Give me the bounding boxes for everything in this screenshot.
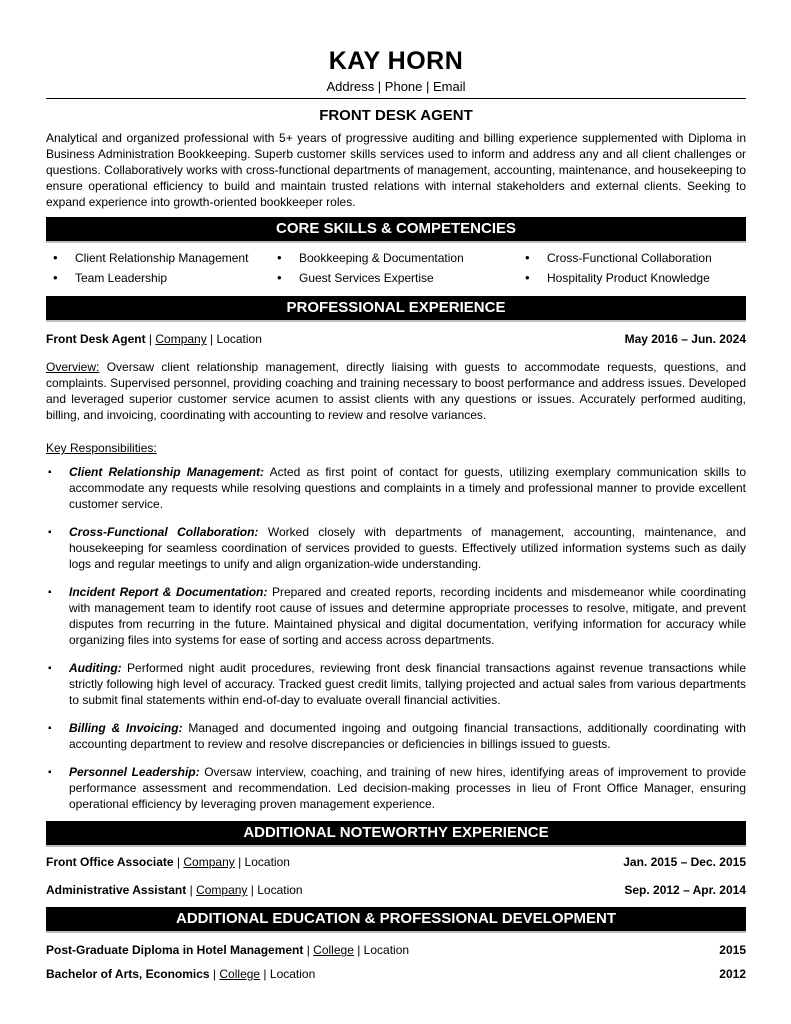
skill-item [518, 248, 746, 268]
skill-item [270, 248, 518, 268]
separator: | [209, 967, 220, 981]
separator: | [234, 855, 245, 869]
education-identity [46, 942, 409, 958]
skill-label: Hospitality Product Knowledge [547, 271, 710, 285]
responsibility-lead: Personnel Leadership: [69, 765, 200, 779]
responsibility-lead: Client Relationship Management: [69, 465, 265, 479]
responsibility-item [46, 764, 746, 812]
separator: | [206, 332, 217, 346]
skill-item [518, 268, 746, 288]
overview-label: Overview: [46, 360, 100, 374]
responsibility-lead: Incident Report & Documentation: [69, 585, 268, 599]
square-bullet-icon: ▪ [48, 467, 52, 478]
candidate-name: KAY HORN [328, 47, 464, 75]
school-location: Location [269, 967, 316, 981]
role-identity [46, 854, 290, 870]
responsibility-text: Acted as first point of contact for guests, utilizing exemplary communication skills to accommodate any requests while resolving questions and complaints in a timely and professional manner to provide excellent customer service. [69, 465, 746, 511]
responsibility-item [46, 660, 746, 708]
square-bullet-icon: ▪ [48, 587, 52, 598]
role-dates: May 2016 – Jun. 2024 [624, 332, 746, 346]
bullet-icon: • [53, 250, 58, 265]
professional-summary: Analytical and organized professional with 5+ years of progressive auditing and billing experience supplemented with Diploma in Business Administration Bookkeeping. Superb customer skills services used to inform and address any and all client challenges or questions. Collaboratively works with cross-functional departments of management, accounting, maintenance, and housekeeping to ensure operational efficiency to build and maintain trusted relations with internal stakeholders and external clients. Seeking to expand experience into growth-oriented bookkeeper roles. [46, 131, 746, 209]
responsibilities-label: Key Responsibilities: [46, 441, 157, 455]
skills-column-3 [518, 248, 746, 288]
role-location: Location [216, 332, 262, 346]
responsibility-item [46, 720, 746, 752]
resume-page [46, 46, 746, 982]
degree-title: Post-Graduate Diploma in Hotel Management [46, 943, 304, 957]
education-row [46, 942, 746, 958]
skill-item [270, 268, 518, 288]
school-name: College [219, 967, 261, 981]
role-title: Front Desk Agent [46, 332, 146, 346]
responsibility-lead: Cross-Functional Collaboration: [69, 525, 259, 539]
skill-item [46, 268, 270, 288]
skills-column-2 [270, 248, 518, 288]
role-identity [46, 331, 262, 347]
separator: | [173, 855, 184, 869]
bullet-icon: • [277, 270, 282, 285]
separator: | [353, 943, 364, 957]
bullet-icon: • [53, 270, 58, 285]
separator: | [186, 883, 197, 897]
target-job-title: FRONT DESK AGENT [319, 107, 473, 124]
responsibility-text: Managed and documented ingoing and outgoing financial transactions, additionally coordinating with accounting department to review and resolve discrepancies or deficiencies in billings issued to guests. [69, 721, 746, 751]
education-identity [46, 966, 315, 982]
graduation-year: 2015 [719, 943, 746, 957]
bullet-icon: • [525, 270, 530, 285]
responsibility-item [46, 464, 746, 512]
separator: | [145, 332, 156, 346]
header-divider [46, 98, 746, 99]
square-bullet-icon: ▪ [48, 663, 52, 674]
school-location: Location [363, 943, 410, 957]
bullet-icon: • [525, 250, 530, 265]
separator: | [303, 943, 314, 957]
role-location: Location [244, 855, 290, 869]
section-heading-experience: PROFESSIONAL EXPERIENCE [46, 296, 746, 322]
square-bullet-icon: ▪ [48, 527, 52, 538]
company-name: Company [155, 332, 207, 346]
responsibility-text: Worked closely with departments of management, accounting, maintenance, and housekeeping for seamless coordination of services provided to guests. Effectively utilized information systems such as daily logs and regular meetings to unify and align organization-wide understanding. [69, 525, 746, 571]
company-name: Company [196, 883, 248, 897]
role-location: Location [257, 883, 303, 897]
responsibility-text: Oversaw interview, coaching, and training of new hires, identifying areas of improvement to provide performance assessment and recommendation. Led decision-making processes in lieu of Front Office Manager, ensuring operational efficiency by leveraging proven management experience. [69, 765, 747, 811]
role-header [46, 331, 746, 347]
skill-item [46, 248, 270, 268]
school-name: College [313, 943, 354, 957]
role-dates: Jan. 2015 – Dec. 2015 [623, 855, 746, 869]
bullet-icon: • [277, 250, 282, 265]
responsibility-text: Prepared and created reports, recording incidents and misdemeanor while coordinating with management team to identify root cause of issues and determine appropriate processes to resolve, mitigate, and prevent disputes from recurring in the future. Maintained physical and digital documentation, verifying information for accuracy while organizing files into systems for ease of sorting and access across departments. [69, 585, 746, 647]
responsibility-lead: Auditing: [69, 661, 122, 675]
responsibility-lead: Billing & Invoicing: [69, 721, 183, 735]
degree-title: Bachelor of Arts, Economics [46, 967, 210, 981]
square-bullet-icon: ▪ [48, 723, 52, 734]
responsibility-item [46, 524, 746, 572]
section-heading-skills: CORE SKILLS & COMPETENCIES [46, 217, 746, 243]
skills-column-1 [46, 248, 270, 288]
additional-role-row [46, 882, 746, 898]
section-heading-education: ADDITIONAL EDUCATION & PROFESSIONAL DEVELOPMENT [46, 907, 746, 933]
company-name: Company [183, 855, 235, 869]
role-title: Front Office Associate [46, 855, 174, 869]
section-heading-additional-experience: ADDITIONAL NOTEWORTHY EXPERIENCE [46, 821, 746, 847]
separator: | [260, 967, 270, 981]
role-overview [46, 359, 746, 423]
responsibility-item [46, 584, 746, 648]
role-title: Administrative Assistant [46, 883, 187, 897]
separator: | [247, 883, 258, 897]
skill-label: Guest Services Expertise [299, 271, 434, 285]
responsibility-text: Performed night audit procedures, reviewing front desk financial transactions against revenue transactions while strictly following high level of accuracy. Tracked guest credit limits, tallying projected and actual sales from various departments to submit final statements within end-of-day to evaluate overall financial activities. [69, 661, 746, 707]
contact-line: Address | Phone | Email [326, 79, 466, 94]
skills-grid [46, 248, 746, 288]
responsibilities-list [46, 464, 746, 812]
education-row [46, 966, 746, 982]
skill-label: Bookkeeping & Documentation [299, 251, 464, 265]
role-identity [46, 882, 303, 898]
additional-role-row [46, 854, 746, 870]
skill-label: Team Leadership [75, 271, 168, 285]
role-dates: Sep. 2012 – Apr. 2014 [624, 883, 746, 897]
square-bullet-icon: ▪ [48, 767, 52, 778]
overview-text: Oversaw client relationship management, directly liaising with guests to accommodate requests, questions, and complaints. Supervised personnel, providing coaching and training necessary to boost performance and address issues. Developed and leveraged superior customer service acumen to assist clients with any questions or issues. Accurately performed auditing, billing, and invoicing, coordinating with accounting to review and resolve variances. [46, 360, 746, 422]
graduation-year: 2012 [719, 967, 746, 981]
skill-label: Cross-Functional Collaboration [547, 251, 712, 265]
skill-label: Client Relationship Management [75, 251, 249, 265]
